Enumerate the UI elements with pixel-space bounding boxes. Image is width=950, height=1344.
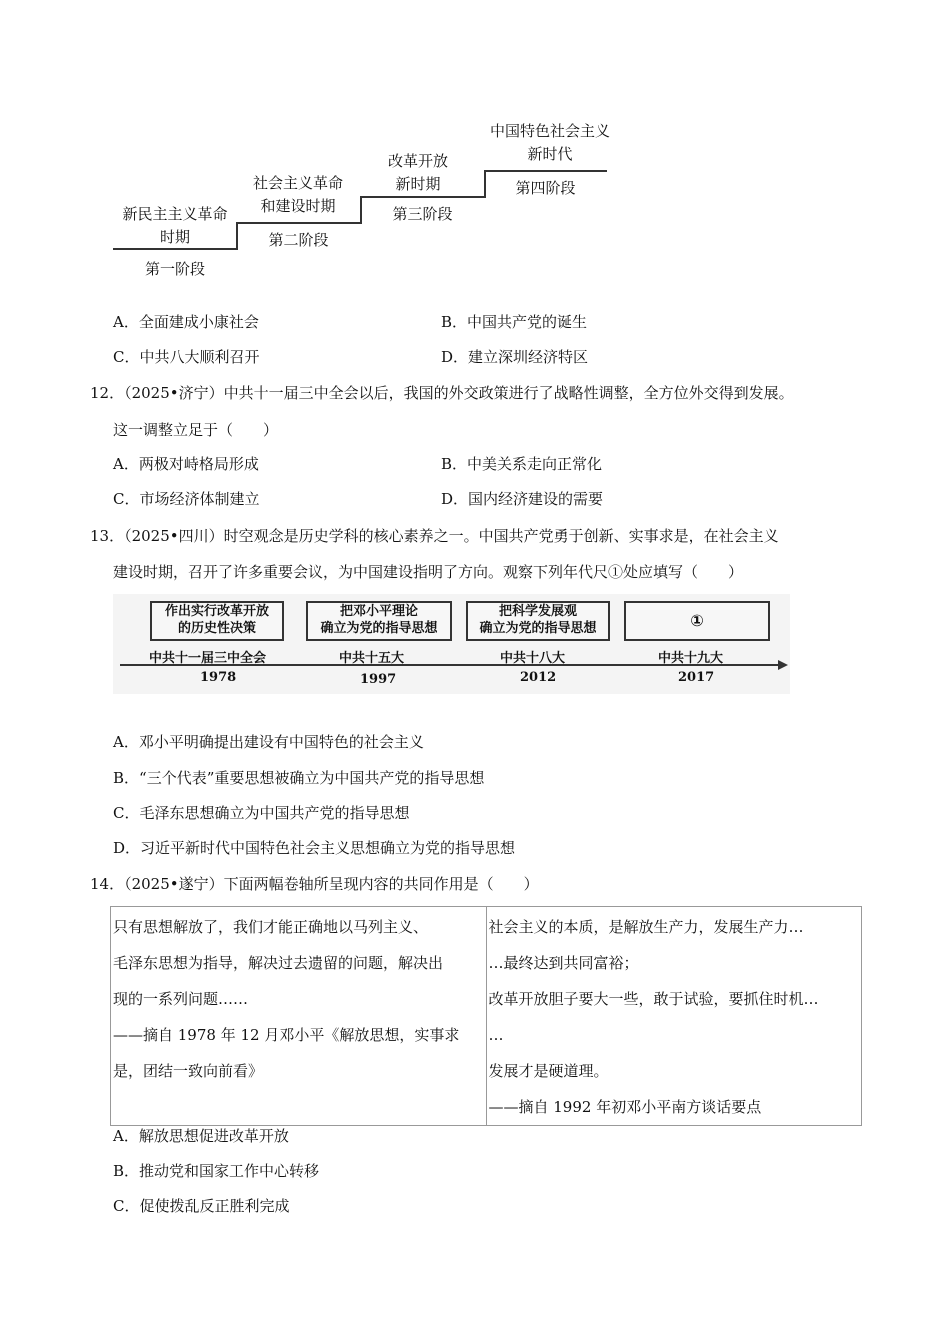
step-line-2 xyxy=(236,222,361,224)
q14-option-a[interactable]: A．解放思想促进改革开放 xyxy=(113,1127,289,1145)
q12-stem-line-1: 12．（2025•济宁）中共十一届三中全会以后，我国的外交政策进行了战略性调整，全方位外交得到发展。 xyxy=(90,384,794,402)
step-2-period: 社会主义革命 和建设时期 xyxy=(252,174,343,215)
q12-option-a[interactable]: A．两极对峙格局形成 xyxy=(113,455,259,473)
scroll-left-cell: 只有思想解放了，我们才能正确地以马列主义、 毛泽东思想为指导，解决过去遗留的问题，解决出 现的一系列问题…… ——摘自 1978 年 12 月邓小平《解放思想，实事求 是，团结一致向前看》 xyxy=(111,907,487,1126)
q13-number: 13． xyxy=(90,527,125,545)
step-1-stage: 第一阶段 xyxy=(144,260,205,278)
timeline-year-1978: 1978 xyxy=(200,670,237,685)
timeline-box-1997: 把邓小平理论 确立为党的指导思想 xyxy=(306,601,452,641)
q12-option-c[interactable]: C．市场经济体制建立 xyxy=(113,490,260,508)
step-1-period: 新民主主义革命 时期 xyxy=(122,205,228,246)
timeline-box-2012: 把科学发展观 确立为党的指导思想 xyxy=(466,601,610,641)
q13-source: （2025•四川） xyxy=(124,527,224,545)
step-3-period: 改革开放 新时期 xyxy=(387,152,448,193)
q11-option-a[interactable]: A．全面建成小康社会 xyxy=(113,313,259,331)
q14-option-c[interactable]: C．促使拨乱反正胜利完成 xyxy=(113,1197,290,1215)
timeline-meeting-2012: 中共十八大 xyxy=(500,651,566,666)
q14-stem: 14．（2025•遂宁）下面两幅卷轴所呈现内容的共同作用是（ ） xyxy=(90,875,539,893)
q11-option-c[interactable]: C．中共八大顺利召开 xyxy=(113,348,260,366)
q12-option-b[interactable]: B．中美关系走向正常化 xyxy=(441,455,603,473)
q12-option-d[interactable]: D．国内经济建设的需要 xyxy=(441,490,604,508)
timeline-year-2012: 2012 xyxy=(520,670,557,685)
timeline-arrow-icon xyxy=(778,660,788,670)
q13-stem-line-1: 13．（2025•四川）时空观念是历史学科的核心素养之一。中国共产党勇于创新、实事求是，在社会主义 xyxy=(90,527,779,545)
step-4-period: 中国特色社会主义 新时代 xyxy=(489,122,610,163)
step-2-stage: 第二阶段 xyxy=(268,231,329,249)
q13-option-a[interactable]: A．邓小平明确提出建设有中国特色的社会主义 xyxy=(113,733,424,751)
q14-source: （2025•遂宁） xyxy=(124,875,224,893)
q14-option-b[interactable]: B．推动党和国家工作中心转移 xyxy=(113,1162,320,1180)
timeline-year-1997: 1997 xyxy=(360,672,397,687)
step-line-4 xyxy=(484,170,607,172)
timeline-box-blank-1: ① xyxy=(624,601,770,641)
q11-option-d[interactable]: D．建立深圳经济特区 xyxy=(441,348,589,366)
timeline-box-1978: 作出实行改革开放 的历史性决策 xyxy=(150,601,284,641)
step-3-stage: 第三阶段 xyxy=(392,205,453,223)
q13-option-b[interactable]: B．“三个代表”重要思想被确立为中国共产党的指导思想 xyxy=(113,769,485,787)
q13-option-d[interactable]: D．习近平新时代中国特色社会主义思想确立为党的指导思想 xyxy=(113,839,516,857)
scroll-comparison-table xyxy=(110,906,862,1126)
q13-stem-line-2: 建设时期，召开了许多重要会议，为中国建设指明了方向。观察下列年代尺①处应填写（ ） xyxy=(113,563,744,581)
step-line-3 xyxy=(360,196,485,198)
q11-option-b[interactable]: B．中国共产党的诞生 xyxy=(441,313,588,331)
q14-number: 14． xyxy=(90,875,125,893)
scroll-right-cell: 社会主义的本质，是解放生产力，发展生产力… …最终达到共同富裕； 改革开放胆子要大一些，敢于试验，要抓住时机… … 发展才是硬道理。 ——摘自 1992 年初邓小平南方谈话要点 xyxy=(486,907,862,1126)
timeline-meeting-2017: 中共十九大 xyxy=(658,651,724,666)
q13-option-c[interactable]: C．毛泽东思想确立为中国共产党的指导思想 xyxy=(113,804,410,822)
q12-number: 12． xyxy=(90,384,125,402)
timeline-meeting-1978: 中共十一届三中全会 xyxy=(149,651,267,666)
timeline-year-2017: 2017 xyxy=(678,670,715,685)
q12-stem-line-2: 这一调整立足于（ ） xyxy=(113,421,279,439)
timeline-meeting-1997: 中共十五大 xyxy=(339,651,405,666)
step-4-stage: 第四阶段 xyxy=(515,179,576,197)
q12-source: （2025•济宁） xyxy=(124,384,224,402)
